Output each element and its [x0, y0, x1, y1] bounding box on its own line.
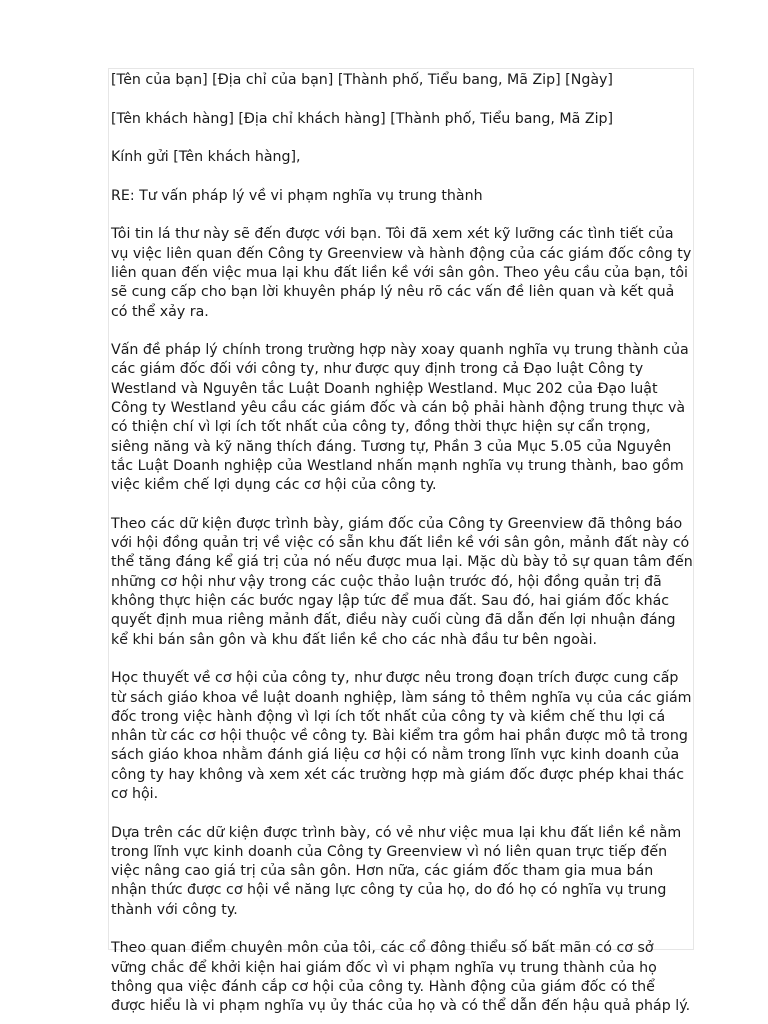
- subject-line: RE: Tư vấn pháp lý về vi phạm nghĩa vụ trung thành: [111, 187, 483, 204]
- paragraph-opinion: Theo quan điểm chuyên môn của tôi, các cổ đông thiểu số bất mãn có cơ sở vững chắc để khởi kiện hai giám đốc vì vi phạm nghĩa vụ trung thành của họ thông qua việc đánh cắp cơ hội của công ty. Hành động của giám đốc có thể được hiểu là vi phạm nghĩa vụ ủy thác của họ và có thể dẫn đến hậu quả pháp lý.: [111, 940, 691, 1015]
- letter-body: [109, 71, 693, 1017]
- recipient-block: [Tên khách hàng] [Địa chỉ khách hàng] [Thành phố, Tiểu bang, Mã Zip]: [111, 110, 614, 127]
- paragraph-facts: Theo các dữ kiện được trình bày, giám đốc của Công ty Greenview đã thông báo với hội đồng quản trị về việc có sẵn khu đất liền kề với sân gôn, mảnh đất này có thể tăng đáng kể giá trị của nó nếu được mua lại. Mặc dù bày tỏ sự quan tâm đến những cơ hội như vậy trong các cuộc thảo luận trước đó, hội đồng quản trị đã không thực hiện các bước ngay lập tức để mua đất. Sau đó, hai giám đốc khác quyết định mua riêng mảnh đất, điều này cuối cùng đã dẫn đến lợi nhuận đáng kể khi bán sân gôn và khu đất liền kề cho các nhà đầu tư bên ngoài.: [111, 515, 693, 648]
- salutation: Kính gửi [Tên khách hàng],: [111, 149, 301, 166]
- paragraph-legal-issue: Vấn đề pháp lý chính trong trường hợp này xoay quanh nghĩa vụ trung thành của các giám đốc đối với công ty, như được quy định trong cả Đạo luật Công ty Westland và Nguyên tắc Luật Doanh nghiệp Westland. Mục 202 của Đạo luật Công ty Westland yêu cầu các giám đốc và cán bộ phải hành động trung thực và có thiện chí vì lợi ích tốt nhất của công ty, đồng thời thực hiện sự cẩn trọng, siêng năng và kỹ năng thích đáng. Tương tự, Phần 3 của Mục 5.05 của Nguyên tắc Luật Doanh nghiệp của Westland nhấn mạnh nghĩa vụ trung thành, bao gồm việc kiềm chế lợi dụng các cơ hội của công ty.: [111, 342, 689, 494]
- document-page: [108, 68, 694, 1015]
- paragraph-intro: Tôi tin lá thư này sẽ đến được với bạn. Tôi đã xem xét kỹ lưỡng các tình tiết của vụ việc liên quan đến Công ty Greenview và hành động của các giám đốc công ty liên quan đến việc mua lại khu đất liền kề với sân gôn. Theo yêu cầu của bạn, tôi sẽ cung cấp cho bạn lời khuyên pháp lý nêu rõ các vấn đề liên quan và kết quả có thể xảy ra.: [111, 226, 692, 320]
- paragraph-doctrine: Học thuyết về cơ hội của công ty, như được nêu trong đoạn trích được cung cấp từ sách giáo khoa về luật doanh nghiệp, làm sáng tỏ thêm nghĩa vụ của các giám đốc trong việc hành động vì lợi ích tốt nhất của công ty và kiềm chế thu lợi cá nhân từ các cơ hội thuộc về công ty. Bài kiểm tra gồm hai phần được mô tả trong sách giáo khoa nhằm đánh giá liệu cơ hội có nằm trong lĩnh vực kinh doanh của công ty hay không và xem xét các trường hợp mà giám đốc được phép khai thác cơ hội.: [111, 670, 692, 802]
- sender-block: [Tên của bạn] [Địa chỉ của bạn] [Thành phố, Tiểu bang, Mã Zip] [Ngày]: [111, 72, 613, 88]
- paragraph-analysis: Dựa trên các dữ kiện được trình bày, có vẻ như việc mua lại khu đất liền kề nằm trong lĩnh vực kinh doanh của Công ty Greenview vì nó liên quan trực tiếp đến việc nâng cao giá trị của sân gôn. Hơn nữa, các giám đốc tham gia mua bán nhận thức được cơ hội về năng lực công ty của họ, do đó họ có nghĩa vụ trung thành với công ty.: [111, 824, 682, 918]
